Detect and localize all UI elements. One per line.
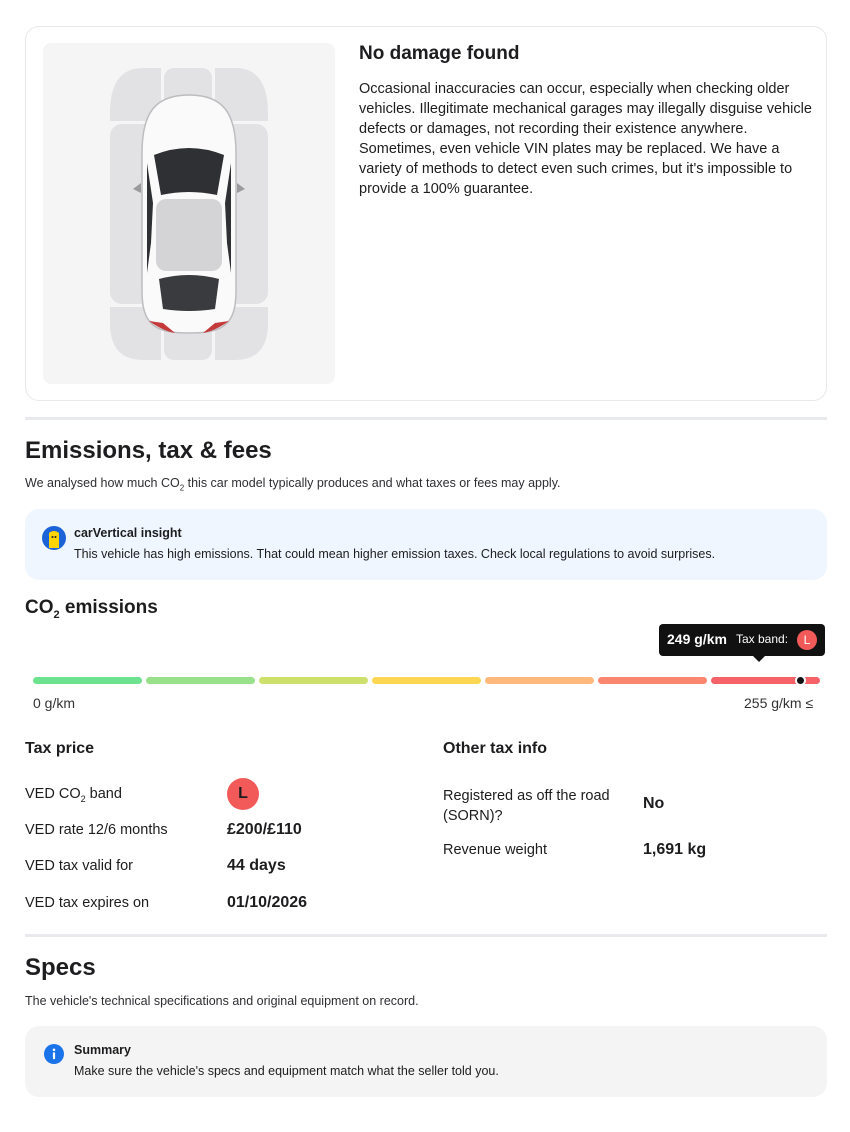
co2-emissions-title: $CO_2$ emissions [25, 597, 158, 621]
tax-band-badge: L [797, 630, 817, 650]
scale-min-label: 0 g/km [33, 695, 76, 711]
car-top-view-icon [43, 43, 335, 384]
summary-text: Make sure the vehicle's specs and equipment match what the seller told you. [74, 1064, 499, 1078]
other-tax-info-title: Other tax info [443, 740, 548, 757]
specs-section-subtitle: The vehicle's technical specifications and original equipment on record. [25, 994, 419, 1008]
ved-valid-value: 44 days [227, 857, 286, 874]
emissions-section-title: Emissions, tax & fees [25, 437, 272, 464]
revenue-weight-label: Revenue weight [443, 842, 547, 858]
specs-section-title: Specs [25, 954, 96, 981]
carvertical-insight [25, 509, 827, 580]
revenue-weight-value: 1,691 kg [643, 841, 707, 858]
co2-scale-segment [259, 677, 368, 684]
carvertical-mascot-icon [42, 526, 66, 550]
ved-rate-label: VED rate 12/6 months [25, 822, 168, 838]
damage-title: No damage found [359, 43, 520, 64]
damage-card [25, 26, 827, 401]
scale-max-label: 255 g/km ≤ [744, 695, 814, 711]
car-diagram [43, 43, 335, 384]
ved-rate-value: £200/£110 [227, 821, 302, 838]
ved-co2-band-label: VED $CO_2$ band [25, 786, 122, 804]
tax-price-title: Tax price [25, 740, 95, 757]
emissions-section-subtitle: We analysed how much $CO_2$ this car model typically produces and what taxes or fees may apply. [25, 476, 561, 493]
insight-title: carVertical insight [74, 526, 182, 540]
ved-expires-label: VED tax expires on [25, 895, 150, 911]
tax-band-label: Tax band: [736, 632, 789, 646]
section-divider [25, 934, 827, 937]
ved-valid-label: VED tax valid for [25, 858, 133, 874]
section-divider [25, 417, 827, 420]
info-icon [44, 1044, 64, 1064]
co2-value: 249 g/km [667, 631, 727, 647]
co2-scale-segment [598, 677, 707, 684]
co2-value-tooltip [659, 624, 825, 656]
specs-summary [25, 1026, 827, 1097]
summary-title: Summary [74, 1043, 131, 1057]
sorn-value: No [643, 795, 665, 812]
ved-co2-band-badge: L [227, 778, 259, 810]
co2-scale-segment [485, 677, 594, 684]
co2-marker [795, 675, 806, 686]
damage-description: Occasional inaccuracies can occur, especially when checking older vehicles. Illegitimate mechanical garages may illegally disguise vehicle defects or damages, not recording their existence anywhere. Sometimes, even vehicle VIN plates may be replaced. We have a variety of methods to detect even such crimes, but it's impossible to provide a 100% guarantee. [359, 81, 812, 197]
co2-scale-segment [146, 677, 255, 684]
insight-text: This vehicle has high emissions. That could mean higher emission taxes. Check local regulations to avoid surprises. [74, 547, 716, 561]
co2-scale-segment [372, 677, 481, 684]
co2-scale-segment [33, 677, 142, 684]
ved-expires-value: 01/10/2026 [227, 894, 308, 911]
sorn-label: Registered as off the road (SORN)? [443, 788, 610, 824]
